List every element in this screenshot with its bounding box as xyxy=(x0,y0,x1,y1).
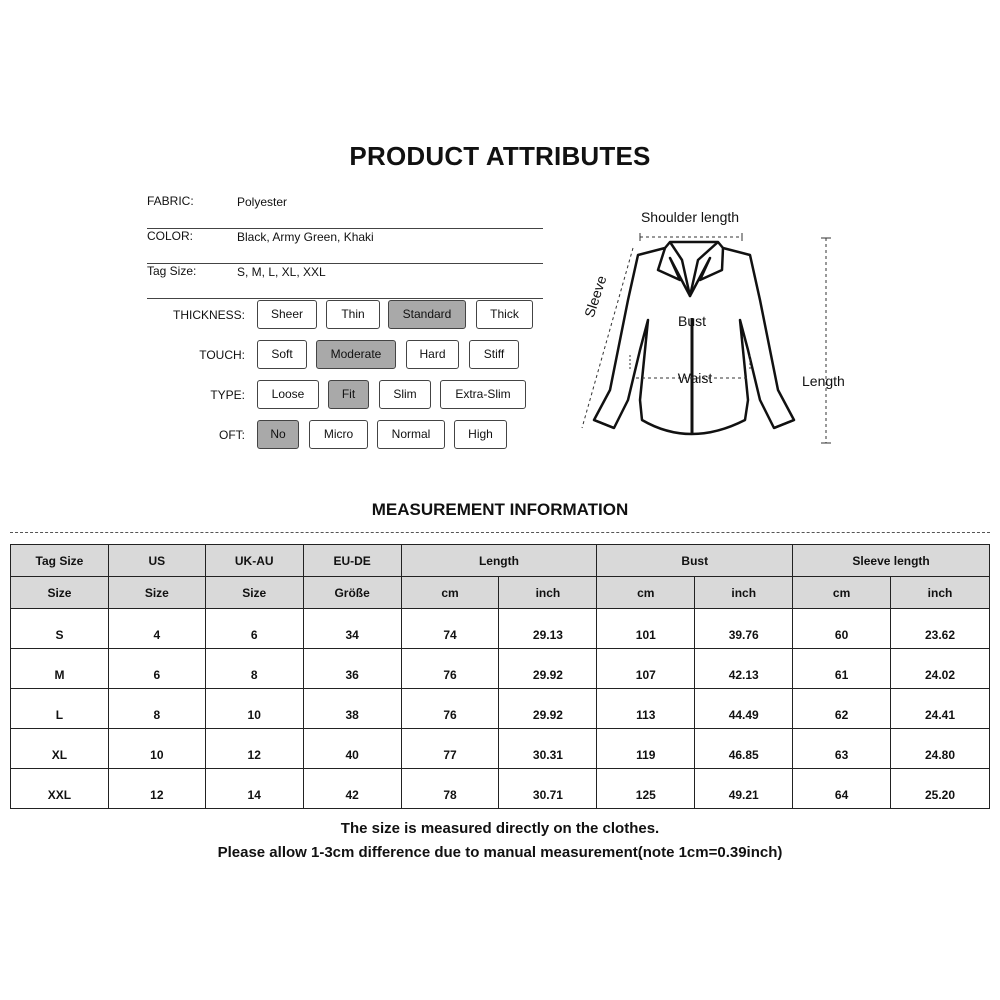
thickness-option-sheer[interactable]: Sheer xyxy=(257,300,317,329)
oft-option-micro[interactable]: Micro xyxy=(309,420,368,449)
table-cell: 30.71 xyxy=(499,769,597,809)
table-subheader-row xyxy=(11,577,990,609)
oft-option-high[interactable]: High xyxy=(454,420,507,449)
table-cell: 64 xyxy=(793,769,891,809)
table-cell: S xyxy=(11,609,109,649)
header-cell: US xyxy=(108,545,205,577)
waist-label: Waist xyxy=(677,370,713,386)
table-cell: 119 xyxy=(597,729,695,769)
measurement-table xyxy=(10,544,990,809)
attr-color xyxy=(147,229,543,264)
table-cell: 6 xyxy=(205,609,303,649)
attr-label: COLOR: xyxy=(147,229,194,243)
attr-value: Black, Army Green, Khaki xyxy=(237,230,374,244)
touch-option-soft[interactable]: Soft xyxy=(257,340,307,369)
table-cell: 24.41 xyxy=(891,689,990,729)
table-row xyxy=(11,729,990,769)
sleeve-label: Sleeve xyxy=(581,273,610,320)
table-cell: 14 xyxy=(205,769,303,809)
table-cell: 10 xyxy=(205,689,303,729)
subheader-cell: Größe xyxy=(303,577,401,609)
attr-value: S, M, L, XL, XXL xyxy=(237,265,326,279)
shoulder-length-label: Shoulder length xyxy=(640,209,740,225)
attr-label: Tag Size: xyxy=(147,264,197,278)
type-option-loose[interactable]: Loose xyxy=(257,380,319,409)
jacket-outline xyxy=(594,242,794,434)
measurement-title: MEASUREMENT INFORMATION xyxy=(371,500,629,519)
table-cell: 30.31 xyxy=(499,729,597,769)
divider xyxy=(147,298,543,299)
table-cell: 49.21 xyxy=(695,769,793,809)
table-cell: 42.13 xyxy=(695,649,793,689)
attr-fabric xyxy=(147,194,543,229)
length-label: Length xyxy=(802,373,845,389)
table-cell: 23.62 xyxy=(891,609,990,649)
table-cell: XL xyxy=(11,729,109,769)
table-cell: 36 xyxy=(303,649,401,689)
header-cell: EU-DE xyxy=(303,545,401,577)
subheader-cell: inch xyxy=(499,577,597,609)
table-cell: 74 xyxy=(401,609,499,649)
table-cell: 46.85 xyxy=(695,729,793,769)
table-row xyxy=(11,689,990,729)
table-cell: 4 xyxy=(108,609,205,649)
table-cell: 60 xyxy=(793,609,891,649)
table-cell: 63 xyxy=(793,729,891,769)
table-cell: 125 xyxy=(597,769,695,809)
attr-label: FABRIC: xyxy=(147,194,194,208)
oft-option-normal[interactable]: Normal xyxy=(377,420,445,449)
type-label: TYPE: xyxy=(210,388,245,402)
table-cell: 25.20 xyxy=(891,769,990,809)
table-cell: 8 xyxy=(205,649,303,689)
thickness-option-standard[interactable]: Standard xyxy=(388,300,466,329)
table-cell: 42 xyxy=(303,769,401,809)
table-cell: 107 xyxy=(597,649,695,689)
type-option-fit[interactable]: Fit xyxy=(328,380,369,409)
attr-tag-size xyxy=(147,264,543,299)
touch-option-moderate[interactable]: Moderate xyxy=(316,340,396,369)
table-cell: 76 xyxy=(401,649,499,689)
header-cell: Sleeve length xyxy=(793,545,990,577)
subheader-cell: cm xyxy=(597,577,695,609)
table-row xyxy=(11,769,990,809)
table-cell: 12 xyxy=(108,769,205,809)
subheader-cell: inch xyxy=(891,577,990,609)
note-measured: The size is measured directly on the clothes. xyxy=(340,820,660,837)
touch-label: TOUCH: xyxy=(199,348,245,362)
type-option-extra-slim[interactable]: Extra-Slim xyxy=(440,380,526,409)
table-cell: 44.49 xyxy=(695,689,793,729)
type-option-slim[interactable]: Slim xyxy=(379,380,431,409)
table-cell: 29.92 xyxy=(499,649,597,689)
oft-label: OFT: xyxy=(219,428,245,442)
table-cell: L xyxy=(11,689,109,729)
table-cell: 78 xyxy=(401,769,499,809)
subheader-cell: Size xyxy=(205,577,303,609)
table-cell: 62 xyxy=(793,689,891,729)
table-cell: 10 xyxy=(108,729,205,769)
touch-option-hard[interactable]: Hard xyxy=(406,340,459,369)
table-cell: 113 xyxy=(597,689,695,729)
bust-label: Bust xyxy=(677,313,707,329)
oft-option-no[interactable]: No xyxy=(257,420,299,449)
page-title: PRODUCT ATTRIBUTES xyxy=(349,141,651,171)
table-cell: 8 xyxy=(108,689,205,729)
subheader-cell: cm xyxy=(793,577,891,609)
table-cell: 76 xyxy=(401,689,499,729)
table-header-row xyxy=(11,545,990,577)
table-cell: 24.80 xyxy=(891,729,990,769)
subheader-cell: Size xyxy=(108,577,205,609)
table-cell: 101 xyxy=(597,609,695,649)
subheader-cell: inch xyxy=(695,577,793,609)
attr-value: Polyester xyxy=(237,195,288,209)
table-cell: 39.76 xyxy=(695,609,793,649)
table-cell: 38 xyxy=(303,689,401,729)
table-cell: 61 xyxy=(793,649,891,689)
table-cell: 12 xyxy=(205,729,303,769)
dashed-divider xyxy=(10,532,990,533)
table-row xyxy=(11,649,990,689)
note-difference: Please allow 1-3cm difference due to manual measurement(note 1cm=0.39inch) xyxy=(217,844,783,861)
table-row xyxy=(11,609,990,649)
header-cell: UK-AU xyxy=(205,545,303,577)
thickness-option-thin[interactable]: Thin xyxy=(326,300,380,329)
header-cell: Length xyxy=(401,545,597,577)
header-cell: Bust xyxy=(597,545,793,577)
table-cell: 40 xyxy=(303,729,401,769)
subheader-cell: cm xyxy=(401,577,499,609)
touch-option-stiff[interactable]: Stiff xyxy=(469,340,519,369)
table-cell: 29.92 xyxy=(499,689,597,729)
subheader-cell: Size xyxy=(11,577,109,609)
table-cell: 77 xyxy=(401,729,499,769)
jacket-size-diagram xyxy=(570,200,870,460)
table-cell: 6 xyxy=(108,649,205,689)
table-cell: M xyxy=(11,649,109,689)
thickness-label: THICKNESS: xyxy=(172,308,245,322)
table-cell: 24.02 xyxy=(891,649,990,689)
header-cell: Tag Size xyxy=(11,545,109,577)
table-cell: 29.13 xyxy=(499,609,597,649)
table-cell: XXL xyxy=(11,769,109,809)
table-cell: 34 xyxy=(303,609,401,649)
thickness-option-thick[interactable]: Thick xyxy=(476,300,533,329)
